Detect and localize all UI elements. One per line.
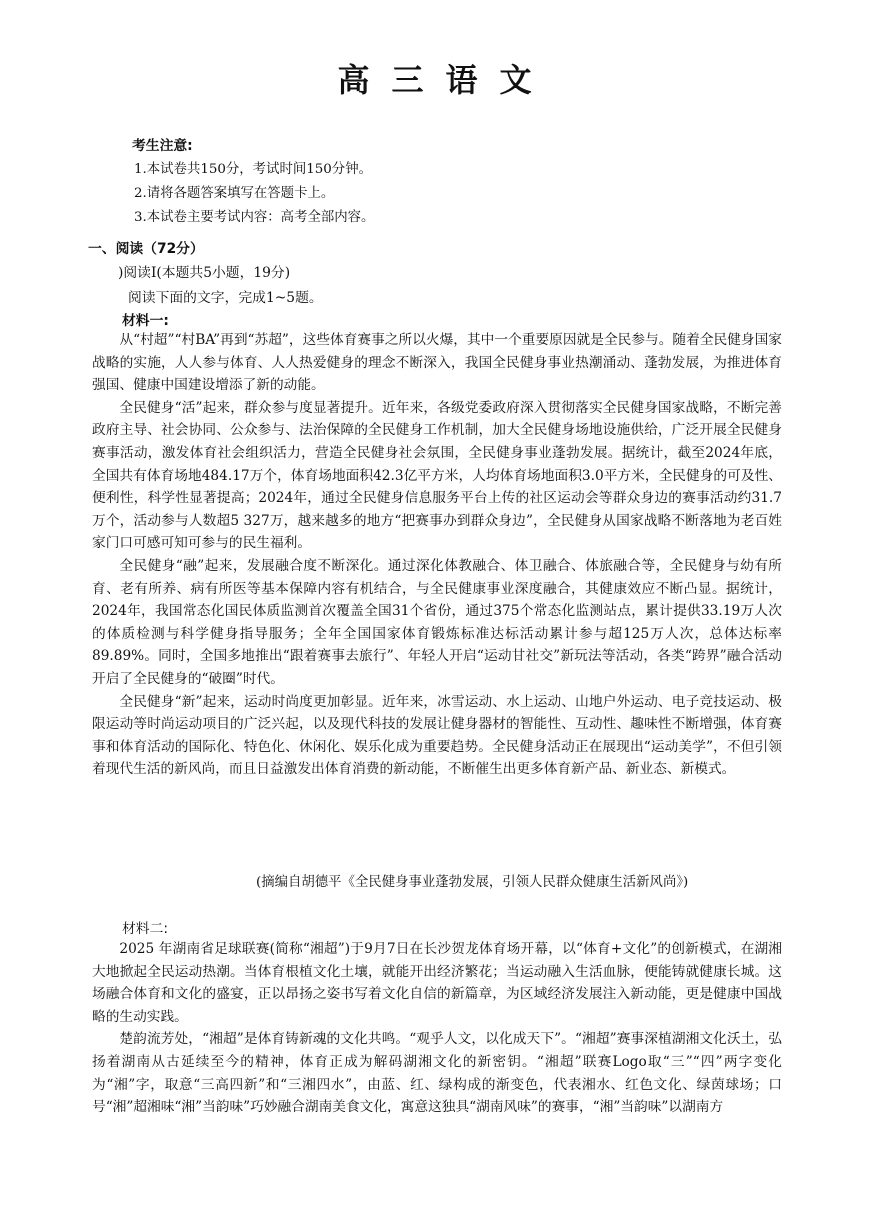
section-heading: 一、阅读（72分） <box>88 241 204 257</box>
notice-item-3: 3.本试卷主要考试内容：高考全部内容。 <box>134 210 375 225</box>
exam-title: 高三语文 <box>337 61 554 99</box>
notice-item-1: 1.本试卷共150分，考试时间150分钟。 <box>134 162 372 177</box>
material-1-paragraph: 全民健身“活”起来，群众参与度显著提升。近年来，各级党委政府深入贯彻落实全民健身国家战略，不断完善政府主导、社会协同、公众参与、法治保障的全民健身工作机制，加大全民健身场地设施供给，广泛开展全民健身赛事活动，激发体育社会组织活力，营造全民健身社会氛围，全民健身事业蓬勃发展。据统计，截至2024年底，全国共有体育场地484.17万个，体育场地面积42.3亿平方米，人均体育场地面积3.0平方米，全民健身的可及性、便利性，科学性显著提高；2024年，通过全民健身信息服务平台上传的社区运动会等群众身边的赛事活动约31.7万个，活动参与人数超5 327万，越来越多的地方“把赛事办到群众身边”，全民健身从国家战略不断落地为老百姓家门口可感可知可参与的民生福利。 <box>92 399 782 552</box>
candidate-notice <box>132 134 374 230</box>
material-2-label: 材料二: <box>122 921 169 937</box>
material-2-paragraph: 2025 年湖南省足球联赛(简称“湘超”)于9月7日在长沙贺龙体育场开幕，以“体育+文化”的创新模式，在湖湘大地掀起全民运动热潮。当体育根植文化土壤，就能开出经济繁花；当运动融入生活血脉，便能铸就健康长城。这场融合体育和文化的盛宴，正以昂扬之姿书写着文化自信的新篇章，为区域经济发展注入新动能，更是健康中国战略的生动实践。 <box>92 941 782 1025</box>
material-1-body <box>92 329 782 781</box>
material-2-body <box>92 938 782 1119</box>
section-subheading: )阅读Ⅰ(本题共5小题，19分) <box>118 265 291 281</box>
material-1-paragraph: 全民健身“新”起来，运动时尚度更加彰显。近年来，冰雪运动、水上运动、山地户外运动、电子竞技运动、极限运动等时尚运动项目的广泛兴起，以及现代科技的发展让健身器材的智能性、互动性、趣味性不断增强，体育赛事和体育活动的国际化、特色化、休闲化、娱乐化成为重要趋势。全民健身活动正在展现出“运动美学”，不但引领着现代生活的新风尚，而且日益激发出体育消费的新动能，不断催生出更多体育新产品、新业态、新模式。 <box>92 693 782 778</box>
material-1-paragraph: 全民健身“融”起来，发展融合度不断深化。通过深化体教融合、体卫融合、体旅融合等，全民健身与幼有所育、老有所养、病有所医等基本保障内容有机结合，与全民健康事业深度融合，其健康效应不断凸显。据统计，2024年，我国常态化国民体质监测首次覆盖全国31个省份，通过375个常态化监测站点，累计提供33.19万人次的体质检测与科学健身指导服务；全年全国国家体育锻炼标准达标活动累计参与超125万人次，总体达标率89.89%。同时，全国多地推出“跟着赛事去旅行”、年轻人开启“运动甘社交”新玩法等活动，各类“跨界”融合活动开启了全民健身的“破圈”时代。 <box>92 557 782 687</box>
section-instruction: 阅读下面的文字，完成1~5题。 <box>128 290 323 306</box>
notice-item-2: 2.请将各题答案填写在答题卡上。 <box>134 186 335 201</box>
material-1-label: 材料一: <box>122 313 169 329</box>
material-2-paragraph: 楚韵流芳处，“湘超”是体育铸新魂的文化共鸣。“观乎人文，以化成天下”。“湘超”赛事深植湖湘文化沃土，弘扬着湖南从古延续至今的精神，体育正成为解码湖湘文化的新密钥。“湘超”联赛Logo取“三”“四”两字变化为“湘”字，取意“三高四新”和“三湘四水”，由蓝、红、绿构成的渐变色，代表湘水、红色文化、绿茵球场；口号“湘”超湘味“湘”当韵味”巧妙融合湖南美食文化，寓意这独具“湖南风味”的赛事，“湘”当韵味”以湖南方 <box>92 1031 782 1116</box>
material-1-source: (摘编自胡德平《全民健身事业蓬勃发展，引领人民群众健康生活新风尚》) <box>256 875 689 890</box>
material-1-paragraph: 从“村超”“村BA”再到“苏超”，这些体育赛事之所以火爆，其中一个重要原因就是全民参与。随着全民健身国家战略的实施，人人参与体育、人人热爱健身的理念不断深入，我国全民健身事业热潮涌动、蓬勃发展，为推进体育强国、健康中国建设增添了新的动能。 <box>92 332 782 394</box>
notice-heading: 考生注意: <box>132 138 193 154</box>
